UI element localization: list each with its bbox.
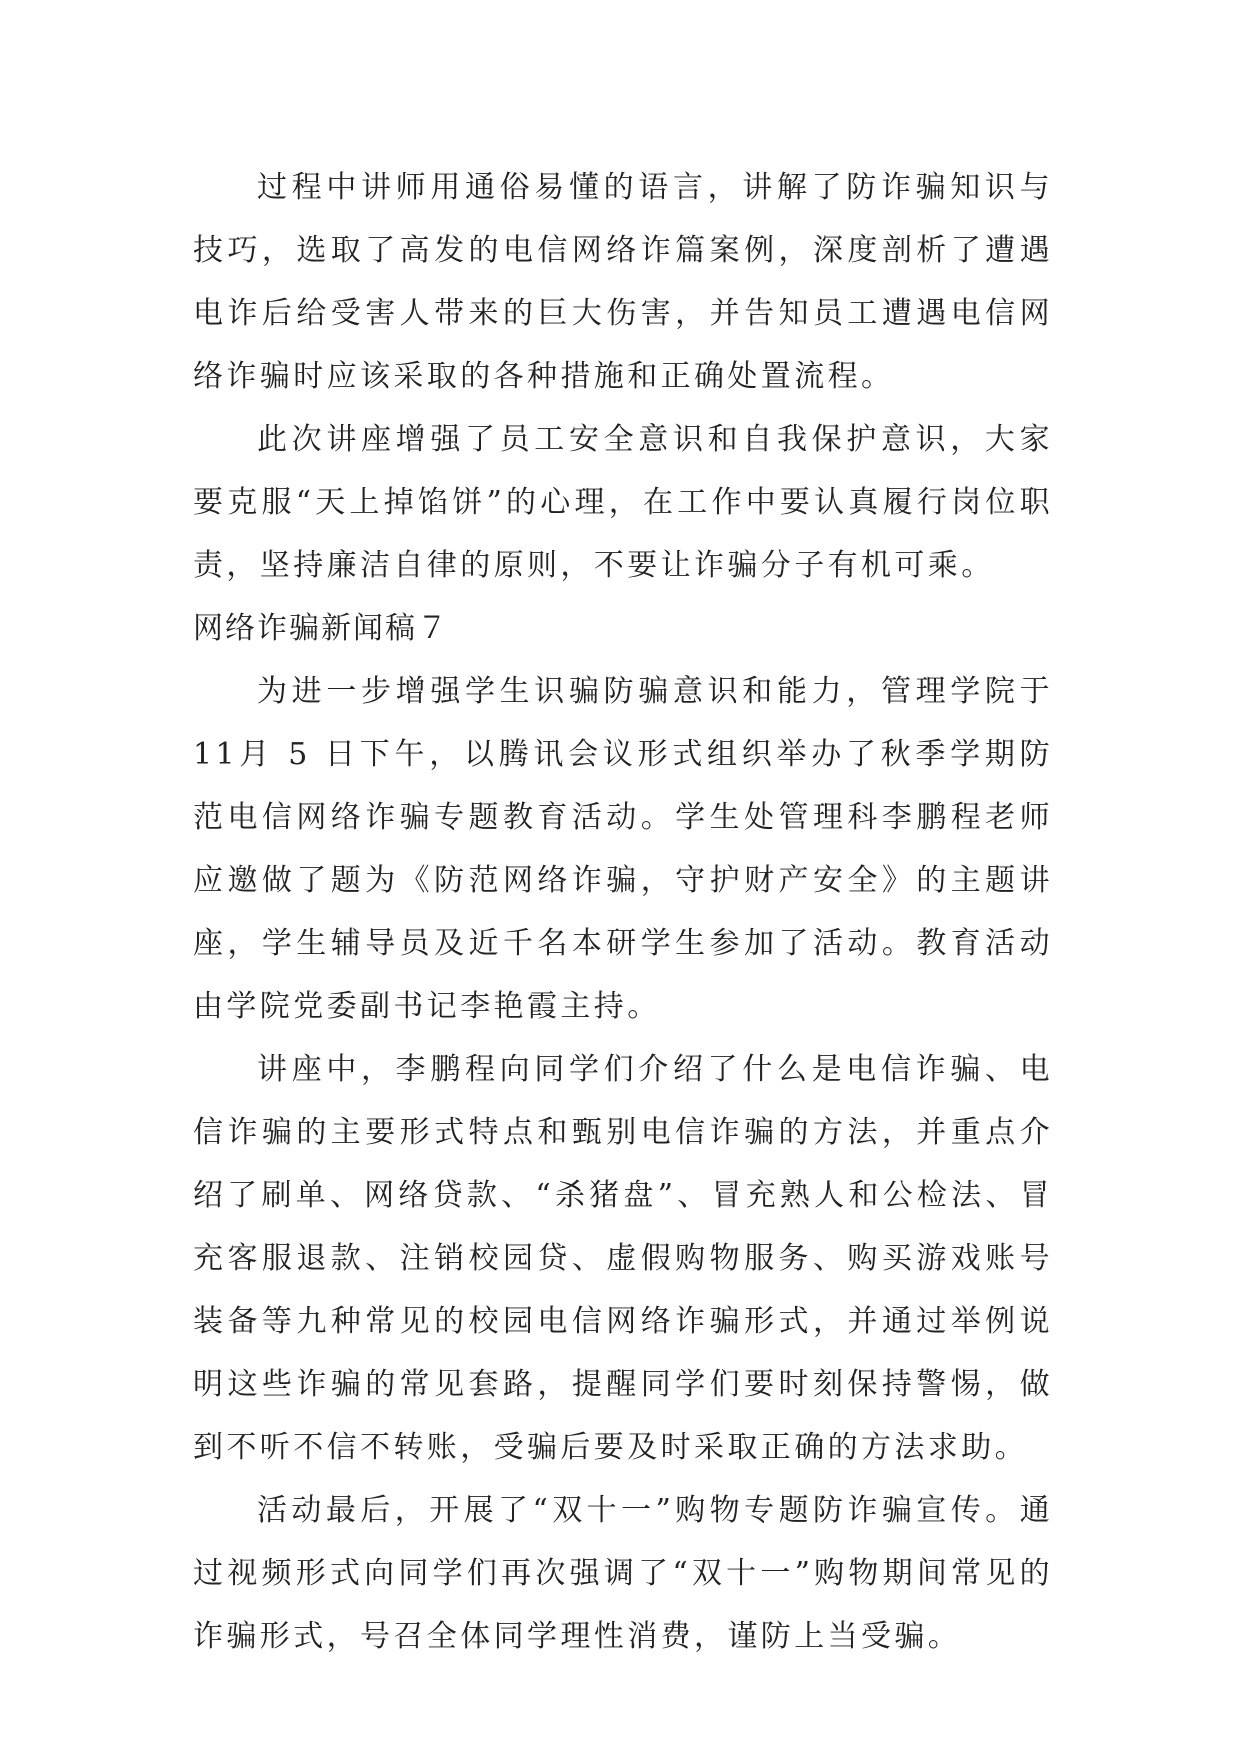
paragraph-2: 此次讲座增强了员工安全意识和自我保护意识，大家要克服“天上掉馅饼”的心理，在工作中要认真履行岗位职责，坚持廉洁自律的原则，不要让诈骗分子有机可乘。 [193,422,1053,583]
section-title: 网络诈骗新闻稿７ [193,611,449,646]
paragraph-4: 讲座中，李鹏程向同学们介绍了什么是电信诈骗、电信诈骗的主要形式特点和甄别电信诈骗的方法，并重点介绍了刷单、网络贷款、“杀猪盘”、冒充熟人和公检法、冒充客服退款、注销校园贷、虚假购物服务、购买游戏账号装备等九种常见的校园电信网络诈骗形式，并通过举例说明这些诈骗的常见套路，提醒同学们要时刻保持警惕，做到不听不信不转账，受骗后要及时采取正确的方法求助。 [193,1052,1053,1465]
document-body [193,156,1053,1668]
paragraph-5: 活动最后，开展了“双十一”购物专题防诈骗宣传。通过视频形式向同学们再次强调了“双十一”购物期间常见的诈骗形式，号召全体同学理性消费，谨防上当受骗。 [193,1493,1053,1654]
paragraph-3: 为进一步增强学生识骗防骗意识和能力，管理学院于 11月 5 日下午，以腾讯会议形式组织举办了秋季学期防范电信网络诈骗专题教育活动。学生处管理科李鹏程老师应邀做了题为《防范网络诈骗，守护财产安全》的主题讲座，学生辅导员及近千名本研学生参加了活动。教育活动由学院党委副书记李艳霞主持。 [193,674,1053,1024]
paragraph-1: 过程中讲师用通俗易懂的语言，讲解了防诈骗知识与技巧，选取了高发的电信网络诈篇案例，深度剖析了遭遇电诈后给受害人带来的巨大伤害，并告知员工遭遇电信网络诈骗时应该采取的各种措施和正确处置流程。 [193,170,1053,394]
